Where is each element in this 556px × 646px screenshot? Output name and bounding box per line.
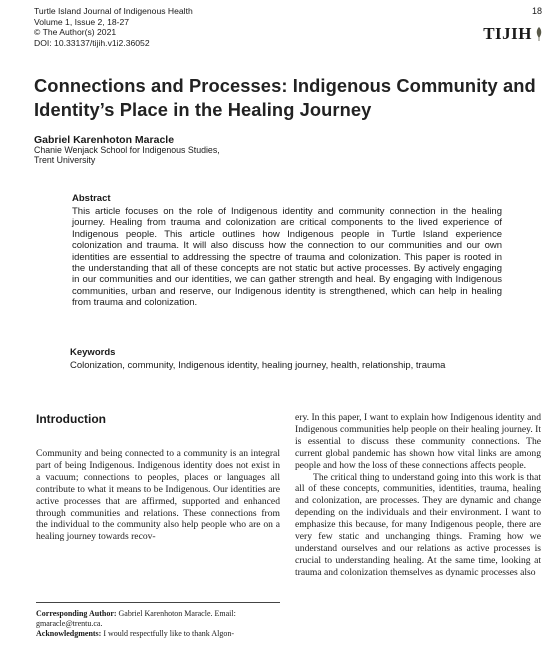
article-title: Connections and Processes: Indigenous Community and Identity’s Place in the Healing Journey: [34, 75, 536, 120]
article-author: Gabriel Karenhoton Maracle: [34, 134, 175, 146]
doi-link[interactable]: DOI: 10.33137/tijih.v1i2.36052: [34, 37, 150, 48]
footnote-label: Corresponding Author:: [36, 609, 117, 618]
corresponding-author-note: [36, 609, 280, 629]
affiliation-line: Chanie Wenjack School for Indigenous Studies,: [34, 145, 220, 155]
journal-meta: [34, 6, 193, 48]
page-number: 18: [531, 6, 542, 16]
footnote-text: Gabriel Karenhoton Maracle. Email: gmaracle@trentu.ca.: [36, 609, 236, 629]
keywords-heading: Keywords: [70, 347, 116, 358]
abstract-text: This article focuses on the role of Indigenous identity and community connection in the healing journey. Healing from trauma and colonization are critical components to the lived experience of Indigenous people. This article outlines how Indigenous people in Turtle Island experience colonization and trauma. It will also discuss how the connection to our communities and our own identities are essential to addressing the spectre of trauma and colonization. This paper is rooted in the understanding that all of these concepts are not static but active processes. By actively engaging in our communities and our identities, we can gather strength and heal. By engaging with Indigenous communities, urban and reserve, our Indigenous identity is strengthened, which can help in healing from trauma and colonization.: [72, 206, 502, 309]
keywords-section: [70, 347, 510, 371]
acknowledgments-note: [36, 629, 280, 639]
copyright-notice: © The Author(s) 2021: [34, 27, 117, 38]
body-paragraph: Community and being connected to a community is an integral part of being Indigenous. Indigenous identity does not exist in a vacuum; connections to peoples, places or languages all contribute to what it means to be Indigenous. Our identities are active processes that are affirmed, supported and enhanced through communities and relations. These connections from the individual to the community also help people who are on a healing journey towards recov-: [36, 448, 280, 543]
journal-logo-text: TIJIH: [483, 24, 532, 43]
journal-volume: Volume 1, Issue 2, 18-27: [34, 16, 130, 27]
right-column: [295, 412, 541, 579]
affiliation-line: Trent University: [34, 154, 96, 165]
footnote-text: I would respectfully like to thank Algon-: [101, 629, 234, 639]
body-paragraph: The critical thing to understand going into this work is that all of these concepts, communities, identities, trauma, healing and colonization, are processes. They are dynamic and change depending on the individuals and their environment. I want to emphasize this because, for many Indigenous people, there are very few static and unchanging things. Framing how we understand ourselves and our relations as active processes is crucial to understanding healing. At the same time, looking at trauma and colonization themselves as dynamic processes also: [295, 471, 541, 578]
body-paragraph: ery. In this paper, I want to explain how Indigenous identity and Indigenous communities help people on their healing journey. It is essential to discuss these community connections. The current global pandemic has shown how vital links are among people and how the loss of these connections affects people.: [295, 412, 541, 471]
left-column: [36, 412, 280, 543]
author-affiliation: [34, 146, 334, 165]
feather-icon: [534, 27, 544, 41]
keywords-text: Colonization, community, Indigenous identity, healing journey, health, relationship, trauma: [70, 360, 446, 371]
footnotes: [36, 602, 280, 640]
footnote-label: Acknowledgments:: [36, 629, 102, 639]
introduction-heading: Introduction: [36, 412, 106, 426]
journal-name: Turtle Island Journal of Indigenous Health: [34, 6, 193, 16]
abstract-heading: Abstract: [72, 193, 111, 204]
journal-logo: [483, 24, 544, 44]
abstract-section: [72, 193, 502, 309]
